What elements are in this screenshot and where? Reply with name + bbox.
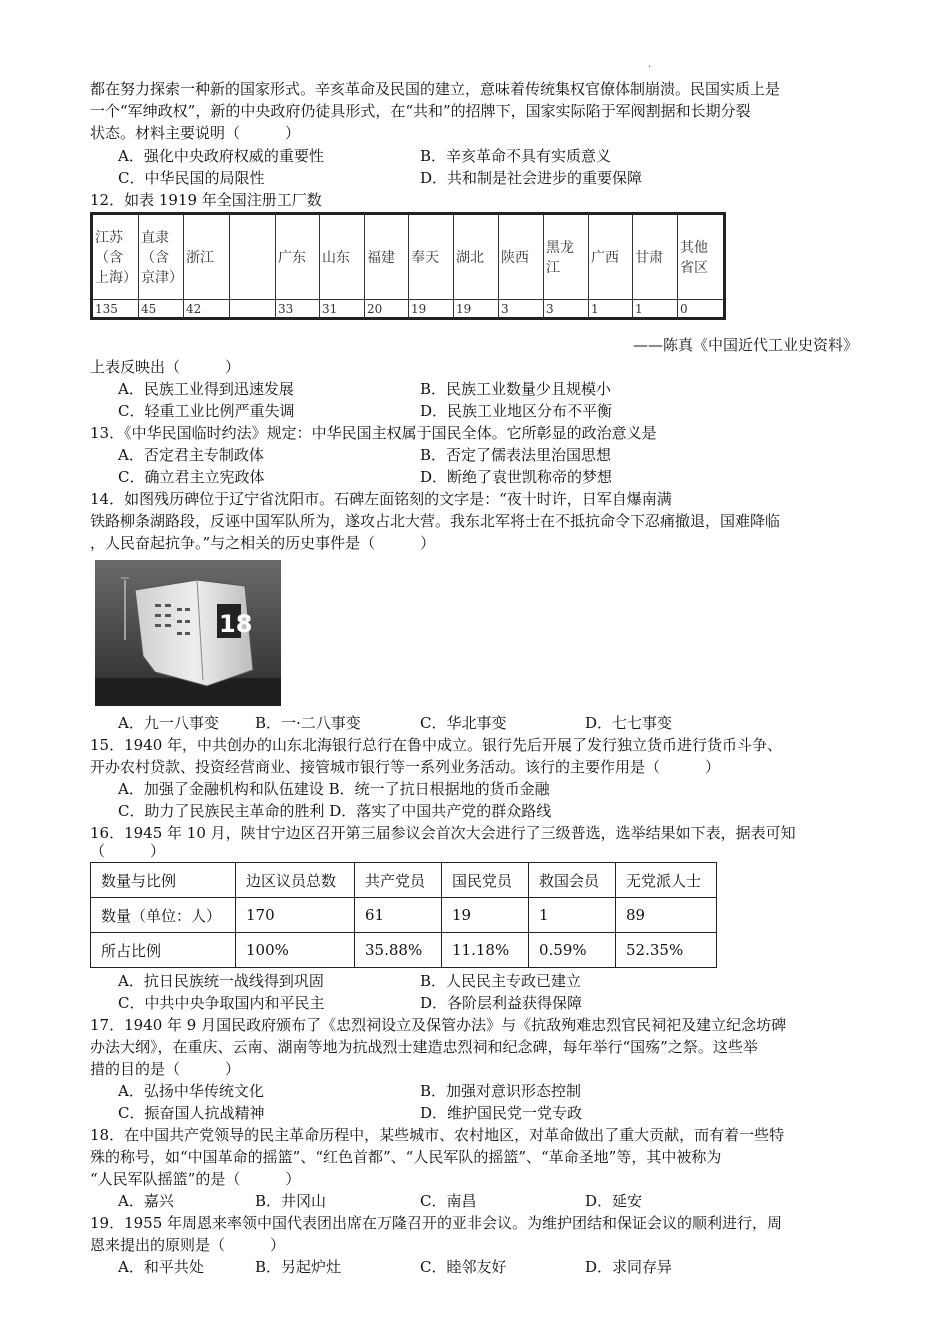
q13-option-b[interactable]: B．否定了儒表法里治国思想 xyxy=(420,446,612,464)
q19-option-c[interactable]: C．睦邻友好 xyxy=(420,1258,507,1276)
table-header-cell: 湖北 xyxy=(454,214,499,300)
q16-line-1: 16．1945 年 10 月，陕甘宁边区召开第三届参议会首次大会进行了三级普选，选举结果如下表，据表可知 xyxy=(90,824,796,842)
q16-option-b[interactable]: B．人民民主专政已建立 xyxy=(420,972,582,990)
table-value-cell: 0 xyxy=(678,300,725,319)
q16-line-2: （ ） xyxy=(90,842,166,860)
table-cell: 边区议员总数 xyxy=(236,863,355,898)
q17-line-1: 17．1940 年 9 月国民政府颁布了《忠烈祠设立及保管办法》与《抗敌殉难忠烈官民祠祀及建立纪念坊碑 xyxy=(90,1016,787,1034)
table-cell: 救国会员 xyxy=(529,863,616,898)
q17-option-b[interactable]: B．加强对意识形态控制 xyxy=(420,1082,582,1100)
q18-option-c[interactable]: C．南昌 xyxy=(420,1192,477,1210)
q19-line-1: 19．1955 年周恩来率领中国代表团出席在万隆召开的亚非会议。为维护团结和保证会议的顺利进行，周 xyxy=(90,1214,783,1232)
q13-option-c[interactable]: C．确立君主立宪政体 xyxy=(118,468,265,486)
q14-line-2: 铁路柳条湖路段，反诬中国军队所为，遂攻占北大营。我东北军将士在不抵抗命令下忍痛撤退，国难降临 xyxy=(90,512,781,530)
q12-option-a[interactable]: A．民族工业得到迅速发展 xyxy=(118,380,294,398)
table-cell: 数量与比例 xyxy=(91,863,236,898)
table-value-cell: 1 xyxy=(589,300,633,319)
q18-line-2: 殊的称号，如“中国革命的摇篮”、“红色首都”、“人民军队的摇篮”、“革命圣地”等，其中被称为 xyxy=(90,1148,722,1166)
q11-line-2: 一个“军绅政权”，新的中央政府仍徒具形式，在“共和”的招牌下，国家实际陷于军阀割据和长期分裂 xyxy=(90,102,751,120)
q12-source: ——陈真《中国近代工业史资料》 xyxy=(632,336,858,354)
page-mark: · xyxy=(648,62,652,73)
q13-option-d[interactable]: D．断绝了袁世凯称帝的梦想 xyxy=(420,468,613,486)
table-header-cell: 广西 xyxy=(589,214,633,300)
table-header-cell: 浙江 xyxy=(184,214,230,300)
table-cell: 52.35% xyxy=(616,933,717,968)
table-header-cell: 甘肃 xyxy=(633,214,678,300)
q16-option-d[interactable]: D．各阶层利益获得保障 xyxy=(420,994,583,1012)
q12-stem: 12．如表 1919 年全国注册工厂数 xyxy=(90,191,322,209)
q11-option-c[interactable]: C．中华民国的局限性 xyxy=(118,169,265,187)
table-value-cell: 1 xyxy=(633,300,678,319)
table-value-cell: 45 xyxy=(139,300,184,319)
q18-option-d[interactable]: D．延安 xyxy=(585,1192,643,1210)
table-value-cell: 19 xyxy=(454,300,499,319)
factory-count-table xyxy=(90,212,726,320)
table-row xyxy=(91,898,717,933)
table-header-cell: 福建 xyxy=(365,214,409,300)
q19-line-2: 恩来提出的原则是（ ） xyxy=(90,1236,286,1254)
q15-line-1: 15．1940 年，中共创办的山东北海银行总行在鲁中成立。银行先后开展了发行独立货币进行货币斗争、 xyxy=(90,736,783,754)
q15-options-cd[interactable]: C．助力了民族民主革命的胜利 D．落实了中国共产党的群众路线 xyxy=(118,802,552,820)
table-cell: 无党派人士 xyxy=(616,863,717,898)
q11-line-3: 状态。材料主要说明（ ） xyxy=(90,124,301,142)
q12-question: 上表反映出（ ） xyxy=(90,358,241,376)
table-cell: 0.59% xyxy=(529,933,616,968)
table-cell: 89 xyxy=(616,898,717,933)
q12-option-c[interactable]: C．轻重工业比例严重失调 xyxy=(118,402,295,420)
table-header-cell xyxy=(230,214,276,300)
q12-option-b[interactable]: B．民族工业数量少且规模小 xyxy=(420,380,612,398)
q11-option-d[interactable]: D．共和制是社会进步的重要保障 xyxy=(420,169,643,187)
table-header-cell: 其他省区 xyxy=(678,214,725,300)
q11-option-b[interactable]: B．辛亥革命不具有实质意义 xyxy=(420,147,612,165)
q11-line-1: 都在努力探索一种新的国家形式。辛亥革命及民国的建立，意味着传统集权官僚体制崩溃。民国实质上是 xyxy=(90,80,781,98)
table-header-cell: 陕西 xyxy=(499,214,544,300)
table-value-cell: 33 xyxy=(276,300,320,319)
table-cell: 数量（单位：人） xyxy=(91,898,236,933)
q13-option-a[interactable]: A．否定君主专制政体 xyxy=(118,446,264,464)
q17-option-d[interactable]: D．维护国民党一党专政 xyxy=(420,1104,583,1122)
table-cell: 11.18% xyxy=(442,933,529,968)
table-cell: 1 xyxy=(529,898,616,933)
q17-line-3: 措的目的是（ ） xyxy=(90,1060,241,1078)
table-cell: 61 xyxy=(355,898,442,933)
table-row xyxy=(91,863,717,898)
q19-option-b[interactable]: B．另起炉灶 xyxy=(255,1258,342,1276)
table-value-cell: 3 xyxy=(544,300,589,319)
table-row xyxy=(91,933,717,968)
table-cell: 170 xyxy=(236,898,355,933)
table-value-cell xyxy=(230,300,276,319)
table-value-cell: 19 xyxy=(409,300,454,319)
q11-option-a[interactable]: A．强化中央政府权威的重要性 xyxy=(118,147,324,165)
q15-options-ab[interactable]: A．加强了金融机构和队伍建设 B．统一了抗日根据地的货币金融 xyxy=(118,780,550,798)
monument-date-text: 18 xyxy=(219,610,253,638)
table-header-cell: 江苏（含上海） xyxy=(92,214,139,300)
table-value-cell: 20 xyxy=(365,300,409,319)
q14-option-c[interactable]: C．华北事变 xyxy=(420,714,507,732)
calendar-monument-image xyxy=(95,560,281,706)
q14-option-a[interactable]: A．九一八事变 xyxy=(118,714,219,732)
table-cell: 共产党员 xyxy=(355,863,442,898)
q18-line-1: 18．在中国共产党领导的民主革命历程中，某些城市、农村地区，对革命做出了重大贡献，而有着一些特 xyxy=(90,1126,785,1144)
q12-option-d[interactable]: D．民族工业地区分布不平衡 xyxy=(420,402,613,420)
table-cell: 19 xyxy=(442,898,529,933)
q18-option-b[interactable]: B．井冈山 xyxy=(255,1192,327,1210)
q14-line-3: ，人民奋起抗争。”与之相关的历史事件是（ ） xyxy=(90,534,436,552)
q17-option-a[interactable]: A．弘扬中华传统文化 xyxy=(118,1082,264,1100)
q13-stem: 13．《中华民国临时约法》规定：中华民国主权属于国民全体。它所彰显的政治意义是 xyxy=(90,424,657,442)
table-value-cell: 42 xyxy=(184,300,230,319)
q16-option-a[interactable]: A．抗日民族统一战线得到巩固 xyxy=(118,972,324,990)
q14-option-d[interactable]: D．七七事变 xyxy=(585,714,673,732)
q19-option-a[interactable]: A．和平共处 xyxy=(118,1258,204,1276)
table-header-cell: 山东 xyxy=(320,214,365,300)
q19-option-d[interactable]: D．求同存异 xyxy=(585,1258,673,1276)
table-header-cell: 黑龙江 xyxy=(544,214,589,300)
q14-line-1: 14．如图残历碑位于辽宁省沈阳市。石碑左面铭刻的文字是：“夜十时许，日军自爆南满 xyxy=(90,490,672,508)
table-cell: 所占比例 xyxy=(91,933,236,968)
table-header-cell: 奉天 xyxy=(409,214,454,300)
table-cell: 35.88% xyxy=(355,933,442,968)
table-cell: 100% xyxy=(236,933,355,968)
table-header-cell: 直隶（含京津） xyxy=(139,214,184,300)
table-value-cell: 3 xyxy=(499,300,544,319)
q16-option-c[interactable]: C．中共中央争取国内和平民主 xyxy=(118,994,325,1012)
q17-option-c[interactable]: C．振奋国人抗战精神 xyxy=(118,1104,265,1122)
table-value-cell: 135 xyxy=(92,300,139,319)
q17-line-2: 办法大纲》，在重庆、云南、湖南等地为抗战烈士建造忠烈祠和纪念碑，每年举行“国殇”之祭。这些举 xyxy=(90,1038,758,1056)
monument-photo xyxy=(95,560,281,706)
q15-line-2: 开办农村贷款、投资经营商业、接管城市银行等一系列业务活动。该行的主要作用是（ ） xyxy=(90,758,721,776)
election-result-table xyxy=(90,862,717,968)
table-value-cell: 31 xyxy=(320,300,365,319)
q18-line-3: “人民军队摇篮”的是（ ） xyxy=(90,1170,301,1188)
table-cell: 国民党员 xyxy=(442,863,529,898)
table-header-cell: 广东 xyxy=(276,214,320,300)
q18-option-a[interactable]: A．嘉兴 xyxy=(118,1192,174,1210)
q14-option-b[interactable]: B．一·二八事变 xyxy=(255,714,361,732)
